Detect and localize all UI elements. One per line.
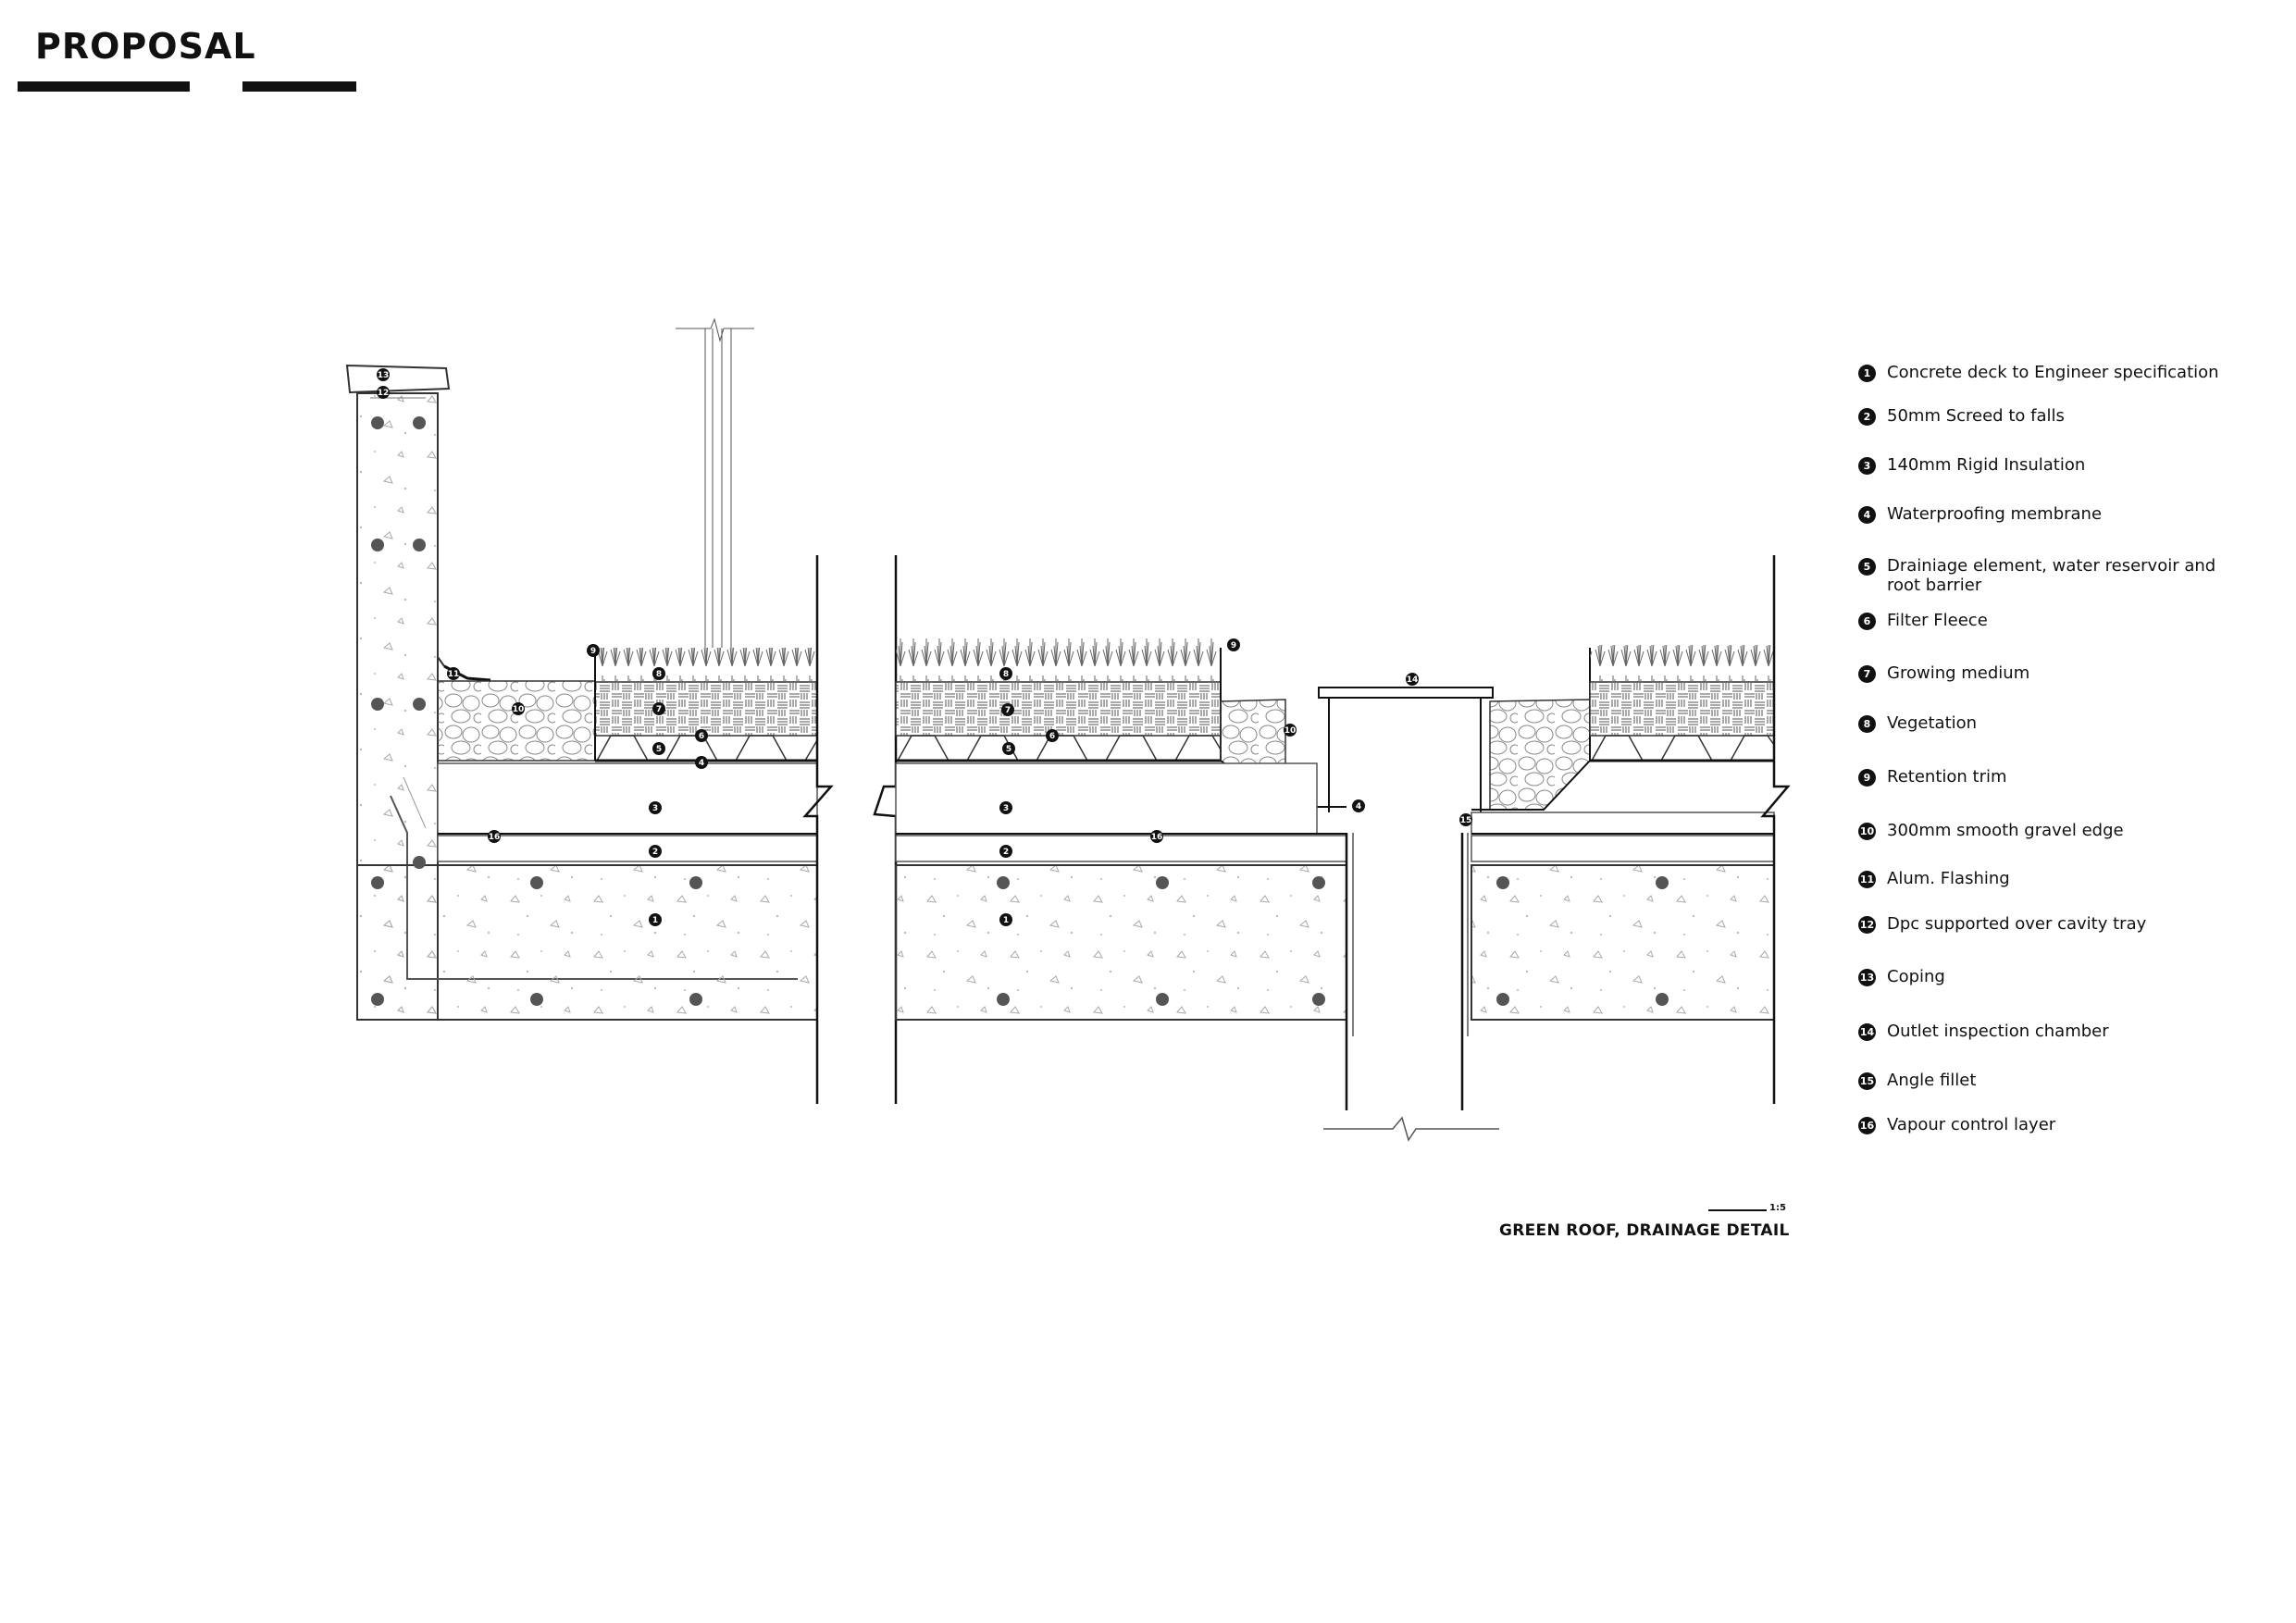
legend-label: Retention trim [1887,767,2007,787]
legend-number: 3 [1858,457,1876,475]
callout-16 [488,830,501,843]
callout-5 [1002,742,1015,755]
svg-text:9: 9 [590,647,597,656]
concrete-deck [357,865,817,1020]
callout-11 [447,667,460,680]
svg-text:13: 13 [377,371,390,380]
legend-number: 8 [1858,715,1876,733]
legend-label: Drainiage element, water reservoir and root barrier [1887,556,2216,595]
gravel-edge [438,681,595,761]
callout-6 [695,729,708,742]
svg-text:10: 10 [512,705,525,714]
legend-label: Alum. Flashing [1887,869,2010,888]
vegetation [896,638,1221,682]
rigid-insulation [896,763,1317,834]
scale-bar [1708,1209,1767,1211]
svg-text:9: 9 [1230,641,1237,650]
svg-text:2: 2 [652,848,659,857]
legend-number: 15 [1858,1072,1876,1090]
vegetation [1590,645,1774,682]
svg-text:8: 8 [1002,670,1010,679]
legend-number: 10 [1858,823,1876,840]
legend-item [1858,556,2220,595]
callout-16 [1150,830,1163,843]
svg-text:12: 12 [377,389,390,398]
legend-label: Filter Fleece [1887,611,1988,630]
callout-14 [1406,673,1419,686]
legend-label: 50mm Screed to falls [1887,406,2065,426]
legend-label: Concrete deck to Engineer specification [1887,363,2219,382]
svg-text:1: 1 [1002,916,1010,925]
callout-10 [512,702,525,715]
svg-text:6: 6 [1049,732,1056,741]
page-title: PROPOSAL [35,26,256,67]
callout-5 [652,742,665,755]
right-roof-section [1471,555,1788,1104]
callout-2 [649,845,662,858]
legend-item [1858,967,2220,986]
drainage-element [898,736,1221,761]
svg-text:6: 6 [698,732,705,741]
legend-number: 6 [1858,613,1876,630]
legend-item [1858,1071,2220,1090]
callout-8 [652,667,665,680]
legend-item [1858,1115,2220,1134]
vegetation [595,648,817,682]
legend-item [1858,1022,2220,1041]
callout-6 [1046,729,1059,742]
legend-label: Outlet inspection chamber [1887,1022,2109,1041]
legend-number: 7 [1858,665,1876,683]
legend-item [1858,455,2220,475]
svg-text:1: 1 [652,916,659,925]
concrete-deck [896,865,1347,1020]
legend-item [1858,504,2220,524]
drainage-element [597,736,817,761]
svg-text:5: 5 [655,745,663,754]
concrete-deck [1471,865,1774,1020]
growing-medium [896,682,1221,736]
legend-item [1858,611,2220,630]
svg-text:8: 8 [655,670,663,679]
legend-item [1858,713,2220,733]
callout-10 [1284,724,1297,737]
legend-item [1858,767,2220,787]
legend-number: 16 [1858,1117,1876,1134]
legend-number: 12 [1858,916,1876,934]
svg-text:3: 3 [652,804,659,813]
legend-number: 4 [1858,506,1876,524]
callout-7 [652,702,665,715]
callout-12 [377,386,390,399]
callout-9 [587,644,600,657]
legend-number: 2 [1858,408,1876,426]
legend-item [1858,406,2220,426]
svg-text:15: 15 [1459,816,1472,825]
growing-medium [1590,682,1774,736]
legend-number: 11 [1858,871,1876,888]
svg-text:4: 4 [1355,802,1362,812]
scale-label: 1:5 [1769,1203,1786,1213]
svg-text:7: 7 [1004,706,1011,715]
callout-15 [1459,813,1472,826]
rigid-insulation [438,763,817,834]
legend-number: 13 [1858,969,1876,986]
growing-medium [595,682,817,736]
callout-2 [999,845,1012,858]
legend-label: Waterproofing membrane [1887,504,2103,524]
legend-item [1858,663,2220,683]
legend-item [1858,821,2220,840]
legend-label: Vegetation [1887,713,1978,733]
callout-9 [1227,638,1240,651]
coping [347,365,449,392]
callout-13 [377,368,390,381]
callout-3 [649,801,662,814]
legend-number: 9 [1858,769,1876,787]
legend-label: 140mm Rigid Insulation [1887,455,2086,475]
svg-text:16: 16 [1150,833,1163,842]
middle-roof-section [875,555,1347,1104]
callout-8 [999,667,1012,680]
svg-text:2: 2 [1002,848,1010,857]
legend-number: 14 [1858,1023,1876,1041]
svg-text:16: 16 [488,833,501,842]
legend-label: Dpc supported over cavity tray [1887,914,2147,934]
callout-4 [1352,799,1365,812]
svg-text:11: 11 [447,670,460,679]
rigid-insulation [1471,812,1774,834]
legend-label: Growing medium [1887,663,2030,683]
callout-4 [695,756,708,769]
svg-text:10: 10 [1284,726,1297,736]
legend-label: Coping [1887,967,1945,986]
svg-text:5: 5 [1005,745,1012,754]
callout-3 [999,801,1012,814]
legend-label: 300mm smooth gravel edge [1887,821,2124,840]
svg-text:3: 3 [1002,804,1010,813]
legend-item [1858,869,2220,888]
legend-number: 1 [1858,365,1876,382]
gravel-edge [1490,700,1590,810]
svg-text:7: 7 [655,705,663,714]
legend-number: 5 [1858,558,1876,576]
alum-flashing [438,407,444,666]
svg-text:4: 4 [698,759,705,768]
screed [1471,836,1774,861]
callout-7 [1001,703,1014,716]
legend-label: Vapour control layer [1887,1115,2056,1134]
legend-label: Angle fillet [1887,1071,1977,1090]
legend-item [1858,363,2220,382]
drainage-element [1592,736,1774,761]
callout-1 [649,913,662,926]
svg-text:14: 14 [1406,675,1419,685]
callout-1 [999,913,1012,926]
screed [896,836,1347,861]
legend-item [1858,914,2220,934]
drawing-title: GREEN ROOF, DRAINAGE DETAIL [1499,1221,1790,1240]
